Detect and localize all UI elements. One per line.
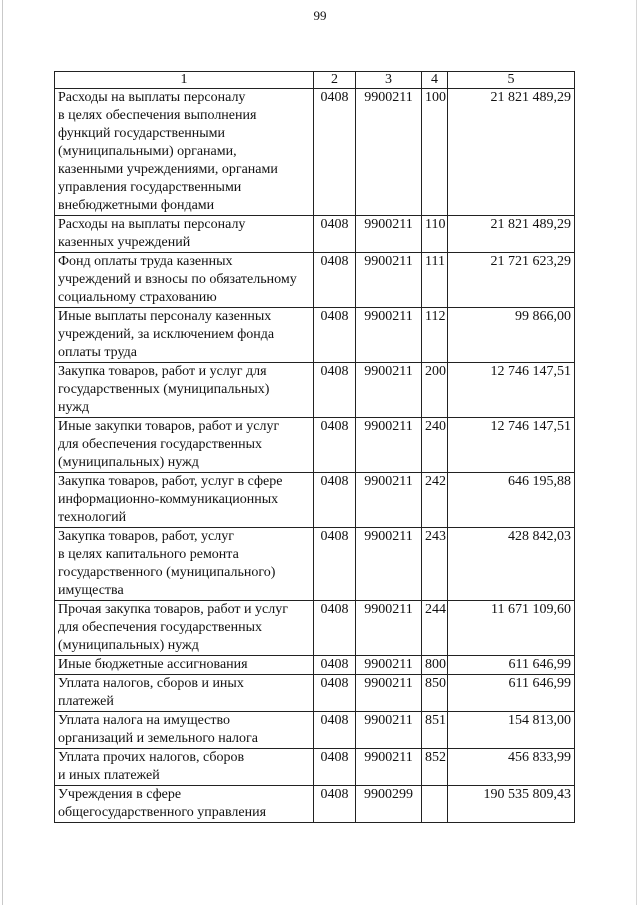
row-name-cell: Уплата прочих налогов, сборов и иных платежей — [55, 749, 314, 786]
table-row — [55, 749, 575, 786]
page-edge-left — [2, 0, 3, 905]
row-name-cell: Иные закупки товаров, работ и услуг для обеспечения государственных (муниципальных) нужд — [55, 418, 314, 473]
table-row — [55, 786, 575, 823]
row-section-code-cell: 0408 — [314, 308, 356, 363]
row-amount-cell: 611 646,99 — [448, 656, 575, 675]
table-row — [55, 418, 575, 473]
row-name-cell: Уплата налога на имущество организаций и земельного налога — [55, 712, 314, 749]
row-expense-type-cell: 851 — [422, 712, 448, 749]
row-amount-cell: 99 866,00 — [448, 308, 575, 363]
row-expense-type-cell: 111 — [422, 253, 448, 308]
row-section-code-cell: 0408 — [314, 656, 356, 675]
row-target-code-cell: 9900211 — [356, 675, 422, 712]
row-target-code-cell: 9900211 — [356, 216, 422, 253]
table-row — [55, 216, 575, 253]
table-body — [55, 89, 575, 823]
row-section-code-cell: 0408 — [314, 253, 356, 308]
row-section-code-cell: 0408 — [314, 749, 356, 786]
row-expense-type-cell: 200 — [422, 363, 448, 418]
row-expense-type-cell: 240 — [422, 418, 448, 473]
table-row — [55, 528, 575, 601]
budget-table — [54, 71, 575, 823]
row-expense-type-cell: 244 — [422, 601, 448, 656]
row-name-cell: Фонд оплаты труда казенных учреждений и взносы по обязательному социальному страхованию — [55, 253, 314, 308]
row-section-code-cell: 0408 — [314, 216, 356, 253]
row-section-code-cell: 0408 — [314, 675, 356, 712]
table-row — [55, 473, 575, 528]
page-edge-right — [636, 0, 637, 905]
row-expense-type-cell: 800 — [422, 656, 448, 675]
row-name-cell: Учреждения в сфере общегосударственного управления — [55, 786, 314, 823]
row-section-code-cell: 0408 — [314, 786, 356, 823]
row-section-code-cell: 0408 — [314, 601, 356, 656]
row-expense-type-cell — [422, 786, 448, 823]
row-target-code-cell: 9900299 — [356, 786, 422, 823]
row-target-code-cell: 9900211 — [356, 308, 422, 363]
header-cell-5: 5 — [448, 72, 575, 89]
row-target-code-cell: 9900211 — [356, 253, 422, 308]
row-section-code-cell: 0408 — [314, 712, 356, 749]
row-amount-cell: 21 721 623,29 — [448, 253, 575, 308]
row-target-code-cell: 9900211 — [356, 89, 422, 216]
table-row — [55, 601, 575, 656]
header-cell-3: 3 — [356, 72, 422, 89]
table-row — [55, 89, 575, 216]
row-amount-cell: 611 646,99 — [448, 675, 575, 712]
row-section-code-cell: 0408 — [314, 473, 356, 528]
row-target-code-cell: 9900211 — [356, 528, 422, 601]
row-target-code-cell: 9900211 — [356, 749, 422, 786]
row-amount-cell: 21 821 489,29 — [448, 216, 575, 253]
row-amount-cell: 12 746 147,51 — [448, 363, 575, 418]
row-target-code-cell: 9900211 — [356, 363, 422, 418]
row-expense-type-cell: 112 — [422, 308, 448, 363]
row-name-cell: Закупка товаров, работ, услуг в целях капитального ремонта государственного (муниципального) имущества — [55, 528, 314, 601]
row-name-cell: Расходы на выплаты персоналу в целях обеспечения выполнения функций государственными (муниципальными) органами, казенными учреждениями, органами управления государственными внебюджетными фондами — [55, 89, 314, 216]
row-amount-cell: 11 671 109,60 — [448, 601, 575, 656]
row-amount-cell: 154 813,00 — [448, 712, 575, 749]
row-name-cell: Иные бюджетные ассигнования — [55, 656, 314, 675]
row-amount-cell: 456 833,99 — [448, 749, 575, 786]
row-name-cell: Уплата налогов, сборов и иных платежей — [55, 675, 314, 712]
row-section-code-cell: 0408 — [314, 528, 356, 601]
row-target-code-cell: 9900211 — [356, 473, 422, 528]
header-cell-2: 2 — [314, 72, 356, 89]
table-row — [55, 712, 575, 749]
header-row — [55, 72, 575, 89]
row-expense-type-cell: 850 — [422, 675, 448, 712]
row-expense-type-cell: 110 — [422, 216, 448, 253]
row-amount-cell: 428 842,03 — [448, 528, 575, 601]
row-section-code-cell: 0408 — [314, 89, 356, 216]
header-cell-1: 1 — [55, 72, 314, 89]
table-row — [55, 308, 575, 363]
page-number: 99 — [313, 8, 327, 23]
header-cell-4: 4 — [422, 72, 448, 89]
row-amount-cell: 190 535 809,43 — [448, 786, 575, 823]
row-amount-cell: 21 821 489,29 — [448, 89, 575, 216]
row-target-code-cell: 9900211 — [356, 656, 422, 675]
row-section-code-cell: 0408 — [314, 418, 356, 473]
row-name-cell: Закупка товаров, работ, услуг в сфере информационно-коммуникационных технологий — [55, 473, 314, 528]
row-section-code-cell: 0408 — [314, 363, 356, 418]
row-amount-cell: 646 195,88 — [448, 473, 575, 528]
row-expense-type-cell: 242 — [422, 473, 448, 528]
row-expense-type-cell: 243 — [422, 528, 448, 601]
row-amount-cell: 12 746 147,51 — [448, 418, 575, 473]
row-target-code-cell: 9900211 — [356, 712, 422, 749]
table-row — [55, 675, 575, 712]
row-expense-type-cell: 100 — [422, 89, 448, 216]
row-expense-type-cell: 852 — [422, 749, 448, 786]
row-target-code-cell: 9900211 — [356, 601, 422, 656]
row-name-cell: Закупка товаров, работ и услуг для государственных (муниципальных) нужд — [55, 363, 314, 418]
table-row — [55, 363, 575, 418]
table-row — [55, 656, 575, 675]
row-target-code-cell: 9900211 — [356, 418, 422, 473]
row-name-cell: Иные выплаты персоналу казенных учреждений, за исключением фонда оплаты труда — [55, 308, 314, 363]
table-row — [55, 253, 575, 308]
row-name-cell: Прочая закупка товаров, работ и услуг для обеспечения государственных (муниципальных) нужд — [55, 601, 314, 656]
row-name-cell: Расходы на выплаты персоналу казенных учреждений — [55, 216, 314, 253]
